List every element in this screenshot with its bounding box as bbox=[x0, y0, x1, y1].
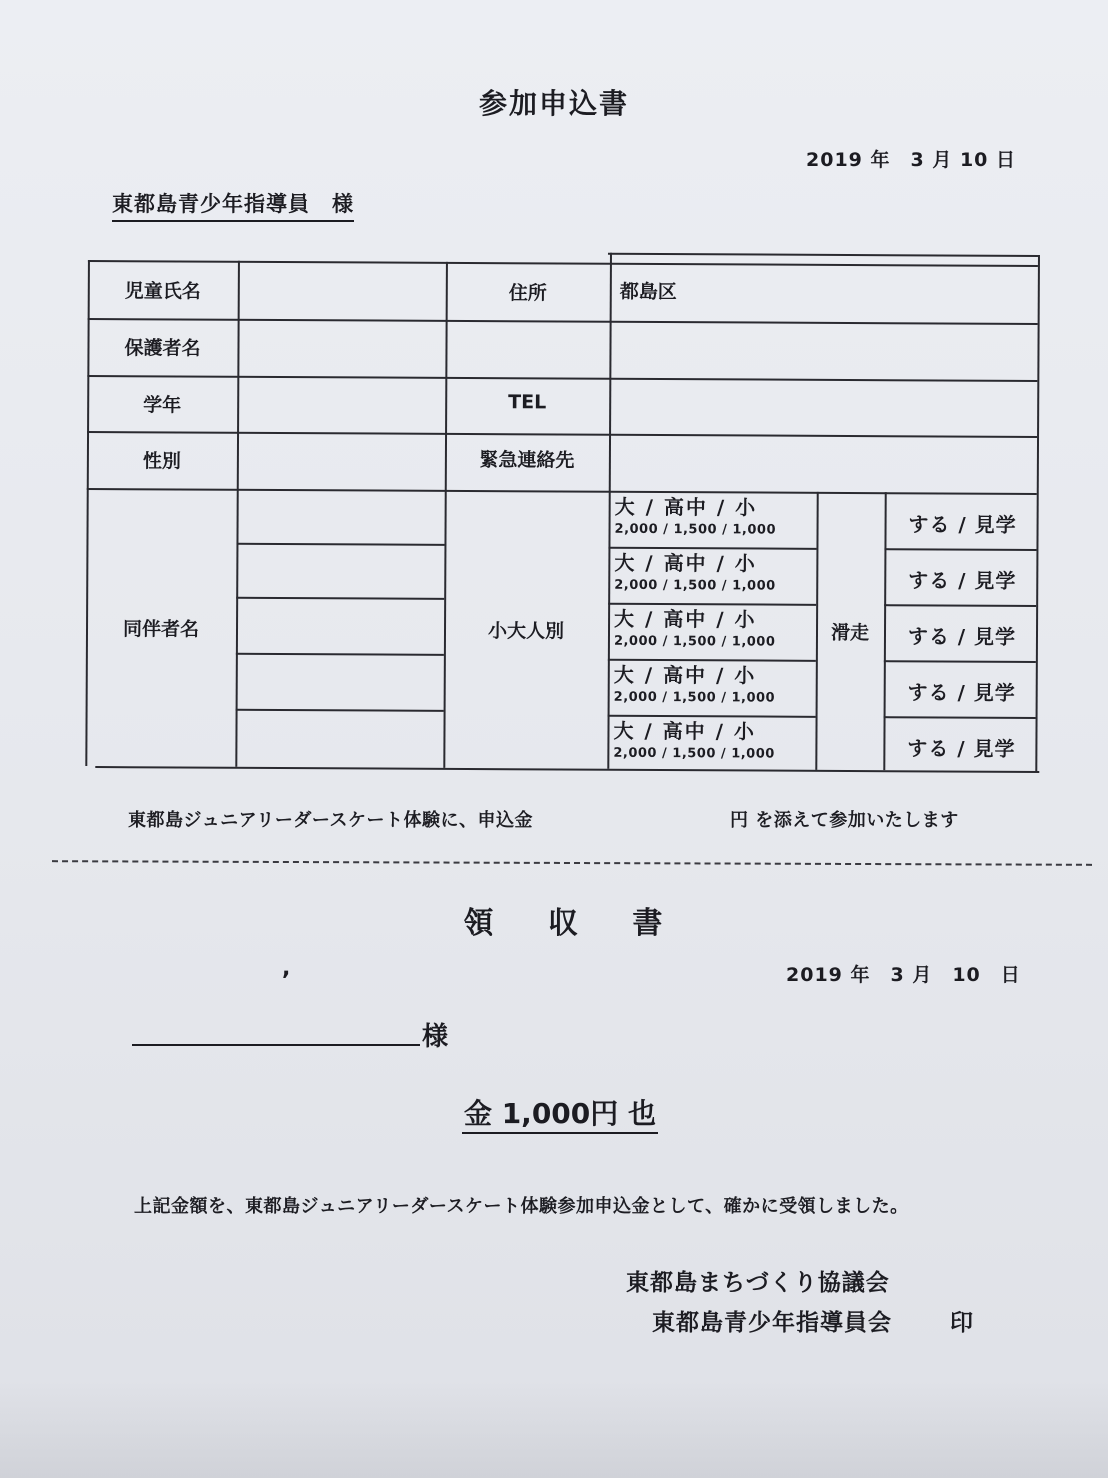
companion-row-4-attend[interactable]: する / 見学 bbox=[907, 680, 1016, 705]
companion-row-2-age[interactable] bbox=[614, 547, 814, 594]
age-options: 大 / 高中 / 小 bbox=[614, 494, 758, 520]
companion-row-5-attend[interactable]: する / 見学 bbox=[907, 736, 1016, 761]
companion-row-4-age[interactable] bbox=[614, 659, 814, 706]
application-date: 2019 年 3 月 10 日 bbox=[806, 149, 1017, 171]
receipt-amount bbox=[0, 1092, 1108, 1132]
label-address: 住所 bbox=[508, 281, 547, 304]
payee-suffix: 様 bbox=[422, 1022, 449, 1052]
companion-row-3-age[interactable] bbox=[614, 603, 814, 650]
receipt-confirmation: 上記金額を、東都島ジュニアリーダースケート体験参加申込金として、確かに受領しました。 bbox=[134, 1196, 909, 1217]
emergency-field[interactable] bbox=[609, 434, 1037, 493]
price-options: 2,000 / 1,500 / 1,000 bbox=[614, 577, 776, 594]
receipt-date: 2019 年 3 月 10 日 bbox=[786, 964, 1021, 986]
payee-name-line[interactable] bbox=[132, 1044, 420, 1046]
label-skating: 滑走 bbox=[830, 621, 870, 644]
label-guardian: 保護者名 bbox=[124, 337, 201, 360]
guardian-field[interactable] bbox=[237, 319, 445, 377]
application-sentence-end: 円 を添えて参加いたします bbox=[730, 810, 959, 831]
form-title: 参加申込書 bbox=[478, 87, 629, 120]
application-sentence: 東都島ジュニアリーダースケート体験に、申込金 bbox=[128, 810, 534, 831]
companion-row-3-attend[interactable]: する / 見学 bbox=[907, 624, 1017, 649]
label-emergency: 緊急連絡先 bbox=[479, 449, 575, 472]
price-options: 2,000 / 1,500 / 1,000 bbox=[613, 633, 776, 650]
tel-field[interactable] bbox=[609, 378, 1037, 436]
label-age-group: 小大人別 bbox=[487, 619, 565, 642]
receipt-title: 領 収 書 bbox=[463, 906, 685, 941]
child-name-field[interactable] bbox=[238, 261, 446, 320]
age-options: 大 / 高中 / 小 bbox=[614, 550, 757, 576]
age-options: 大 / 高中 / 小 bbox=[613, 718, 757, 744]
companion-row-1-age[interactable] bbox=[615, 491, 815, 538]
companion-row-1-attend[interactable]: する / 見学 bbox=[908, 512, 1017, 537]
seal-mark: 印 bbox=[950, 1310, 973, 1336]
label-gender: 性別 bbox=[142, 450, 181, 473]
addressee: 東都島青少年指導員 様 bbox=[112, 188, 354, 222]
stray-comma: , bbox=[282, 956, 291, 981]
companion-row-5-age[interactable] bbox=[613, 715, 813, 762]
issuer-line-2: 東都島青少年指導員会 bbox=[652, 1310, 892, 1336]
gender-field[interactable] bbox=[237, 432, 445, 490]
age-options: 大 / 高中 / 小 bbox=[614, 606, 757, 632]
photo-shadow bbox=[0, 1380, 1108, 1478]
amount-text: 金 1,000円 也 bbox=[462, 1097, 658, 1134]
companion-row-2-attend[interactable]: する / 見学 bbox=[908, 568, 1017, 593]
label-child-name: 児童氏名 bbox=[124, 279, 201, 303]
age-options: 大 / 高中 / 小 bbox=[613, 662, 757, 688]
price-options: 2,000 / 1,500 / 1,000 bbox=[613, 745, 775, 762]
grade-field[interactable] bbox=[237, 376, 445, 433]
price-options: 2,000 / 1,500 / 1,000 bbox=[614, 521, 777, 538]
address-field[interactable]: 都島区 bbox=[619, 280, 677, 303]
issuer-line-1: 東都島まちづくり協議会 bbox=[626, 1270, 890, 1296]
label-grade: 学年 bbox=[143, 393, 182, 416]
price-options: 2,000 / 1,500 / 1,000 bbox=[613, 689, 776, 706]
label-companions: 同伴者名 bbox=[122, 617, 200, 641]
label-tel: TEL bbox=[508, 391, 547, 414]
application-table bbox=[85, 250, 1042, 775]
cut-line bbox=[52, 860, 1092, 866]
